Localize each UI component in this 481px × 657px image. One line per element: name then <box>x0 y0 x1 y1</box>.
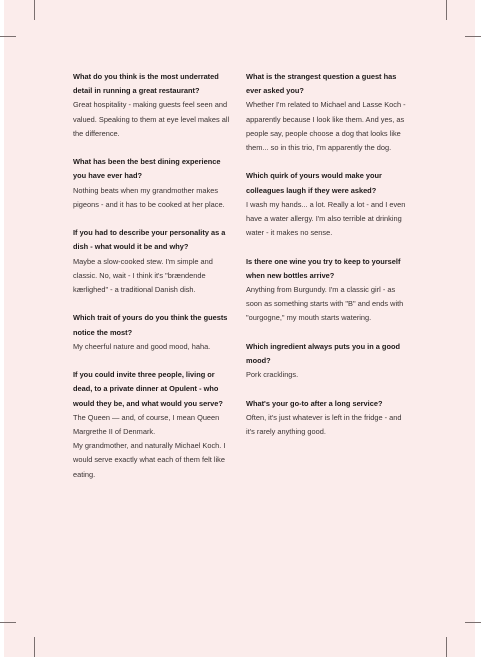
qa-block <box>246 397 408 440</box>
answer: Maybe a slow-cooked stew. I'm simple and classic. No, wait - I think it's "brændende kærlighed" - a traditional Danish dish. <box>73 256 213 295</box>
crop-mark-top-left <box>34 0 35 20</box>
qa-block <box>246 340 408 383</box>
crop-mark-top-left-h <box>0 36 16 37</box>
question: Which trait of yours do you think the guests notice the most? <box>73 313 228 337</box>
qa-block <box>73 155 233 212</box>
crop-mark-bottom-right-h <box>465 622 481 623</box>
crop-mark-top-right-h <box>465 36 481 37</box>
question: What do you think is the most underrated detail in running a great restaurant? <box>73 72 219 96</box>
qa-block <box>73 368 233 482</box>
question: Which ingredient always puts you in a good mood? <box>246 341 400 366</box>
qa-block <box>73 311 233 354</box>
answer: Pork cracklings. <box>246 370 299 380</box>
crop-mark-bottom-right <box>446 637 447 657</box>
question: Which quirk of yours would make your colleagues laugh if they were asked? <box>246 171 382 195</box>
qa-block <box>246 70 408 155</box>
question: What is the strangest question a guest has ever asked you? <box>246 72 397 96</box>
answer: Whether I'm related to Michael and Lasse Koch - apparently because I look like them. And yes, as people say, people choose a dog that looks like them... so in this trio, I'm apparently the dog. <box>246 100 406 153</box>
right-column <box>246 70 408 453</box>
qa-block <box>246 255 408 326</box>
crop-mark-top-right <box>446 0 447 20</box>
answer: The Queen — and, of course, I mean Queen Margrethe II of Denmark. <box>73 412 220 437</box>
question: Is there one wine you try to keep to yourself when new bottles arrive? <box>246 256 401 280</box>
question: What's your go-to after a long service? <box>246 398 383 408</box>
left-column <box>73 70 233 496</box>
answer: I wash my hands... a lot. Really a lot - and I even have a water allergy. I'm also terrible at drinking water - it makes no sense. <box>246 199 406 238</box>
answer: My cheerful nature and good mood, haha. <box>73 341 211 351</box>
answer: Often, it's just whatever is left in the fridge - and it's rarely anything good. <box>246 412 402 437</box>
answer: Anything from Burgundy. I'm a classic girl - as soon as something starts with "B" and ends with "ourgogne," my mouth starts watering. <box>246 285 404 323</box>
question: What has been the best dining experience you have ever had? <box>73 157 221 181</box>
answer: My grandmother, and naturally Michael Koch. I would serve exactly what each of them felt like eating. <box>73 441 226 479</box>
question: If you had to describe your personality as a dish - what would it be and why? <box>73 228 226 252</box>
question: If you could invite three people, living or dead, to a private dinner at Opulent - who would they be, and what would you serve? <box>73 370 223 408</box>
qa-block <box>73 70 233 141</box>
answer: Nothing beats when my grandmother makes pigeons - and it has to be cooked at her place. <box>73 185 225 209</box>
qa-block <box>246 169 408 240</box>
crop-mark-bottom-left <box>34 637 35 657</box>
answer: Great hospitality - making guests feel seen and valued. Speaking to them at eye level makes all the difference. <box>73 100 230 138</box>
qa-block <box>73 226 233 297</box>
crop-mark-bottom-left-h <box>0 622 16 623</box>
